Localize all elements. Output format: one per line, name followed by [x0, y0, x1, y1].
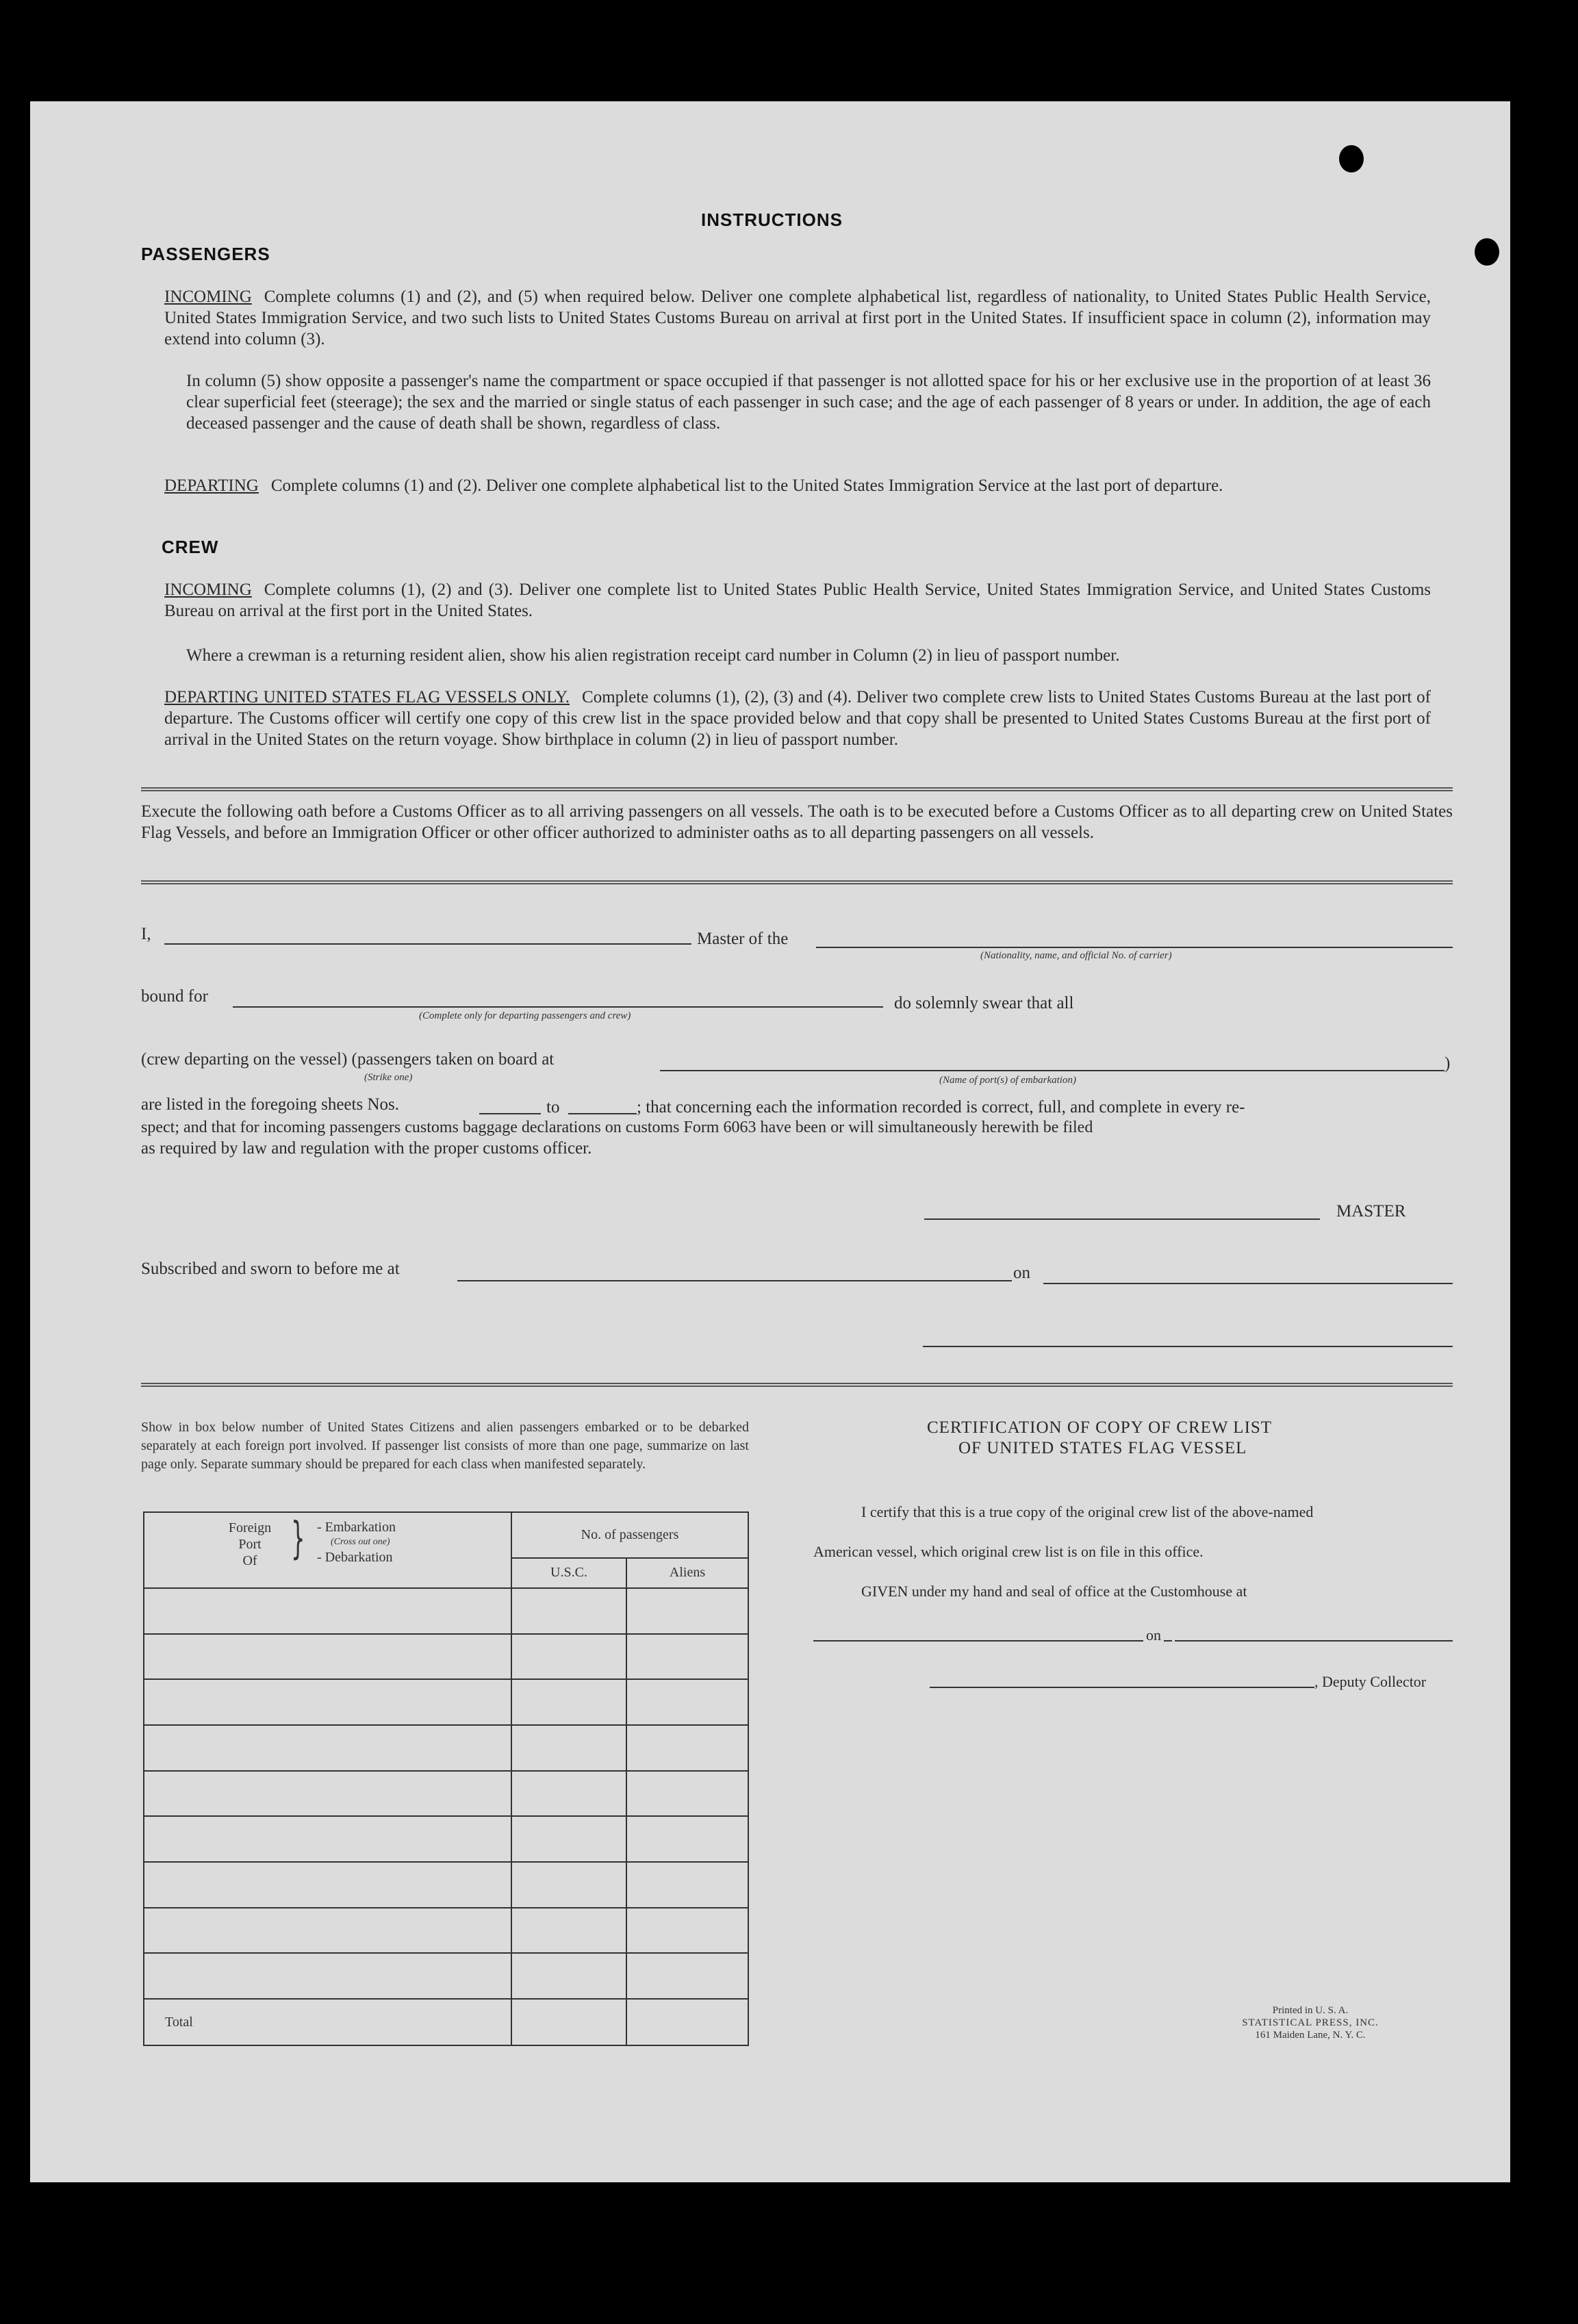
- total-aliens-cell[interactable]: [626, 1999, 748, 2045]
- oath-instruction: Execute the following oath before a Customs Officer as to all arriving passengers on all vessels. The oath is to be executed before a Customs Officer as to all departing crew on United States Flag Vessels, and before an Immigration Officer or other officer authorized to administer oaths as to all departing passengers on all vessels.: [141, 802, 1453, 842]
- page-title: INSTRUCTIONS: [701, 209, 843, 230]
- form-sheet: [30, 101, 1510, 2182]
- foreign-label: Foreign: [228, 1520, 272, 1535]
- master-of-the-label: Master of the: [697, 930, 789, 948]
- usc-cell[interactable]: [511, 1862, 626, 1908]
- listed-suffix: ; that concerning each the information recorded is correct, full, and complete in every re-: [637, 1098, 1245, 1116]
- certification-line-3: GIVEN under my hand and seal of office at the Customhouse at: [861, 1583, 1247, 1600]
- oath-line-2: spect; and that for incoming passengers customs baggage declarations on customs Form 6063 have been or will simultaneously herewith be filed: [141, 1119, 1093, 1136]
- column5-paragraph: In column (5) show opposite a passenger's name the compartment or space occupied if that passenger is not allotted space for his or her exclusive use in the proportion of at least 36 clear superficial feet (steerage); the sex and the married or single status of each passenger in such case; and the age of each passenger of 8 years or under. In addition, the age of each deceased passenger and the cause of death shall be shown, regardless of class.: [186, 372, 1431, 433]
- customhouse-field[interactable]: [813, 1640, 1172, 1642]
- certification-line-2: American vessel, which original crew list is on file in this office.: [813, 1543, 1204, 1560]
- foreign-port-header: [144, 1512, 511, 1588]
- passengers-departing-paragraph: [164, 475, 1431, 496]
- printer-line-3: 161 Maiden Lane, N. Y. C.: [1255, 2030, 1366, 2041]
- crew-departing-paragraph: [164, 687, 1431, 750]
- no-of-passengers-header: No. of passengers: [511, 1512, 748, 1558]
- bound-for-field[interactable]: [233, 1006, 883, 1008]
- table-row: [144, 1816, 748, 1862]
- port-cell[interactable]: [144, 1679, 511, 1725]
- to-label: to: [546, 1098, 560, 1116]
- subscribed-on-label: on: [1013, 1264, 1030, 1282]
- printer-line-1: Printed in U. S. A.: [1272, 2005, 1349, 2016]
- crew-passengers-label: (crew departing on the vessel) (passengers taken on board at: [141, 1050, 555, 1069]
- divider-3: [141, 1383, 1453, 1387]
- certification-heading-2: OF UNITED STATES FLAG VESSEL: [958, 1439, 1247, 1457]
- aliens-cell[interactable]: [626, 1588, 748, 1634]
- table-row: [144, 1908, 748, 1954]
- departing-only-caption: (Complete only for departing passengers and crew): [419, 1010, 631, 1021]
- table-row: [144, 1634, 748, 1680]
- printer-line-2: STATISTICAL PRESS, INC.: [1242, 2017, 1379, 2028]
- carrier-field[interactable]: [816, 947, 1453, 948]
- brace-icon: }: [291, 1514, 305, 1564]
- strike-one-caption: (Strike one): [364, 1072, 413, 1083]
- deputy-collector-label: , Deputy Collector: [1314, 1673, 1427, 1690]
- master-label: MASTER: [1336, 1202, 1406, 1221]
- printer-imprint: [1221, 2004, 1399, 2041]
- usc-cell[interactable]: [511, 1771, 626, 1817]
- master-name-field[interactable]: [164, 943, 691, 945]
- embarkation-label: - Embarkation: [317, 1520, 396, 1535]
- usc-cell[interactable]: [511, 1634, 626, 1680]
- port-cell[interactable]: [144, 1816, 511, 1862]
- divider-2: [141, 880, 1453, 884]
- officer-signature-field[interactable]: [923, 1346, 1453, 1347]
- table-row: [144, 1953, 748, 1999]
- crew-resident-paragraph: Where a crewman is a returning resident alien, show his alien registration receipt card number in Column (2) in lieu of passport number.: [186, 646, 1120, 665]
- master-signature-field[interactable]: [924, 1218, 1320, 1220]
- table-row: [144, 1771, 748, 1817]
- port-cell[interactable]: [144, 1908, 511, 1954]
- listed-prefix: are listed in the foregoing sheets Nos.: [141, 1095, 399, 1114]
- total-label: Total: [144, 1999, 511, 2045]
- crew-heading: CREW: [162, 537, 219, 557]
- crew-incoming-label: INCOMING: [164, 580, 252, 599]
- certification-line-1: I certify that this is a true copy of the original crew list of the above-named: [861, 1503, 1314, 1520]
- swear-label: do solemnly swear that all: [894, 994, 1074, 1012]
- passenger-summary-table: [143, 1511, 749, 2046]
- sworn-date-field[interactable]: [1043, 1283, 1453, 1284]
- port-label: Port: [238, 1537, 262, 1552]
- cross-out-caption: (Cross out one): [331, 1537, 390, 1547]
- crew-incoming-paragraph: [164, 579, 1431, 622]
- sworn-place-field[interactable]: [457, 1280, 1012, 1281]
- punch-hole-right: [1475, 238, 1499, 266]
- aliens-cell[interactable]: [626, 1679, 748, 1725]
- aliens-cell[interactable]: [626, 1862, 748, 1908]
- certification-heading-1: CERTIFICATION OF COPY OF CREW LIST: [927, 1418, 1273, 1437]
- usc-cell[interactable]: [511, 1725, 626, 1771]
- sheet-from-field[interactable]: [479, 1113, 541, 1114]
- passengers-departing-label: DEPARTING: [164, 476, 259, 495]
- debarkation-label: - Debarkation: [317, 1550, 393, 1565]
- usc-cell[interactable]: [511, 1953, 626, 1999]
- aliens-cell[interactable]: [626, 1634, 748, 1680]
- oath-i-label: I,: [141, 925, 151, 943]
- total-usc-cell[interactable]: [511, 1999, 626, 2045]
- nationality-caption: (Nationality, name, and official No. of carrier): [980, 950, 1172, 961]
- port-cell[interactable]: [144, 1588, 511, 1634]
- aliens-cell[interactable]: [626, 1771, 748, 1817]
- certification-on-label: on: [1143, 1626, 1164, 1644]
- table-row: [144, 1588, 748, 1634]
- ports-caption: (Name of port(s) of embarkation): [939, 1075, 1076, 1086]
- passengers-incoming-label: INCOMING: [164, 288, 252, 306]
- sheet-to-field[interactable]: [568, 1113, 637, 1114]
- bound-for-label: bound for: [141, 987, 208, 1006]
- aliens-cell[interactable]: [626, 1908, 748, 1954]
- deputy-signature-field[interactable]: [930, 1687, 1314, 1688]
- subscribed-label: Subscribed and sworn to before me at: [141, 1260, 400, 1278]
- divider-1: [141, 787, 1453, 791]
- port-cell[interactable]: [144, 1862, 511, 1908]
- usc-cell[interactable]: [511, 1908, 626, 1954]
- oath-line-3: as required by law and regulation with the proper customs officer.: [141, 1139, 592, 1158]
- usc-header: U.S.C.: [511, 1558, 626, 1588]
- port-cell[interactable]: [144, 1771, 511, 1817]
- crew-departing-label: DEPARTING UNITED STATES FLAG VESSELS ONLY.: [164, 688, 570, 706]
- table-row: [144, 1679, 748, 1725]
- crew-incoming-text: Complete columns (1), (2) and (3). Deliver one complete list to United States Public Health Service, United States Immigration Service, and United States Customs Bureau on arrival at the first port in the United States.: [164, 580, 1431, 620]
- crew-departing-text: Complete columns (1), (2), (3) and (4). Deliver two complete crew lists to United States Customs Bureau at the last port of departure. The Customs officer will certify one copy of this crew list in the space provided below and that copy shall be presented to United States Customs Bureau at the first port of arrival in the United States on the return voyage. Show birthplace in column (2) in lieu of passport number.: [164, 688, 1431, 749]
- passengers-incoming-text: Complete columns (1) and (2), and (5) when required below. Deliver one complete alphabetical list, regardless of nationality, to United States Public Health Service, United States Immigration Service, and two such lists to United States Customs Bureau on arrival at first port in the United States. If insufficient space in column (2), information may extend into column (3).: [164, 288, 1431, 348]
- passengers-heading: PASSENGERS: [141, 244, 270, 264]
- usc-cell[interactable]: [511, 1679, 626, 1725]
- total-row: [144, 1999, 748, 2045]
- close-paren: ): [1445, 1054, 1451, 1073]
- punch-hole-top: [1339, 145, 1364, 173]
- passengers-incoming-paragraph: [164, 286, 1431, 350]
- aliens-header: Aliens: [626, 1558, 748, 1588]
- of-label: Of: [242, 1553, 257, 1568]
- port-cell[interactable]: [144, 1953, 511, 1999]
- usc-cell[interactable]: [511, 1816, 626, 1862]
- aliens-cell[interactable]: [626, 1725, 748, 1771]
- aliens-cell[interactable]: [626, 1953, 748, 1999]
- certification-date-field[interactable]: [1175, 1640, 1453, 1642]
- embarkation-ports-field[interactable]: [660, 1070, 1445, 1071]
- passengers-departing-text: Complete columns (1) and (2). Deliver one complete alphabetical list to the United States Immigration Service at the last port of departure.: [270, 476, 1223, 495]
- port-cell[interactable]: [144, 1725, 511, 1771]
- port-cell[interactable]: [144, 1634, 511, 1680]
- table-row: [144, 1725, 748, 1771]
- usc-cell[interactable]: [511, 1588, 626, 1634]
- table-row: [144, 1862, 748, 1908]
- aliens-cell[interactable]: [626, 1816, 748, 1862]
- summary-note: Show in box below number of United States Citizens and alien passengers embarked or to be debarked separately at each foreign port involved. If passenger list consists of more than one page, summarize on last page only. Separate summary should be prepared for each class when manifested separately.: [141, 1420, 749, 1472]
